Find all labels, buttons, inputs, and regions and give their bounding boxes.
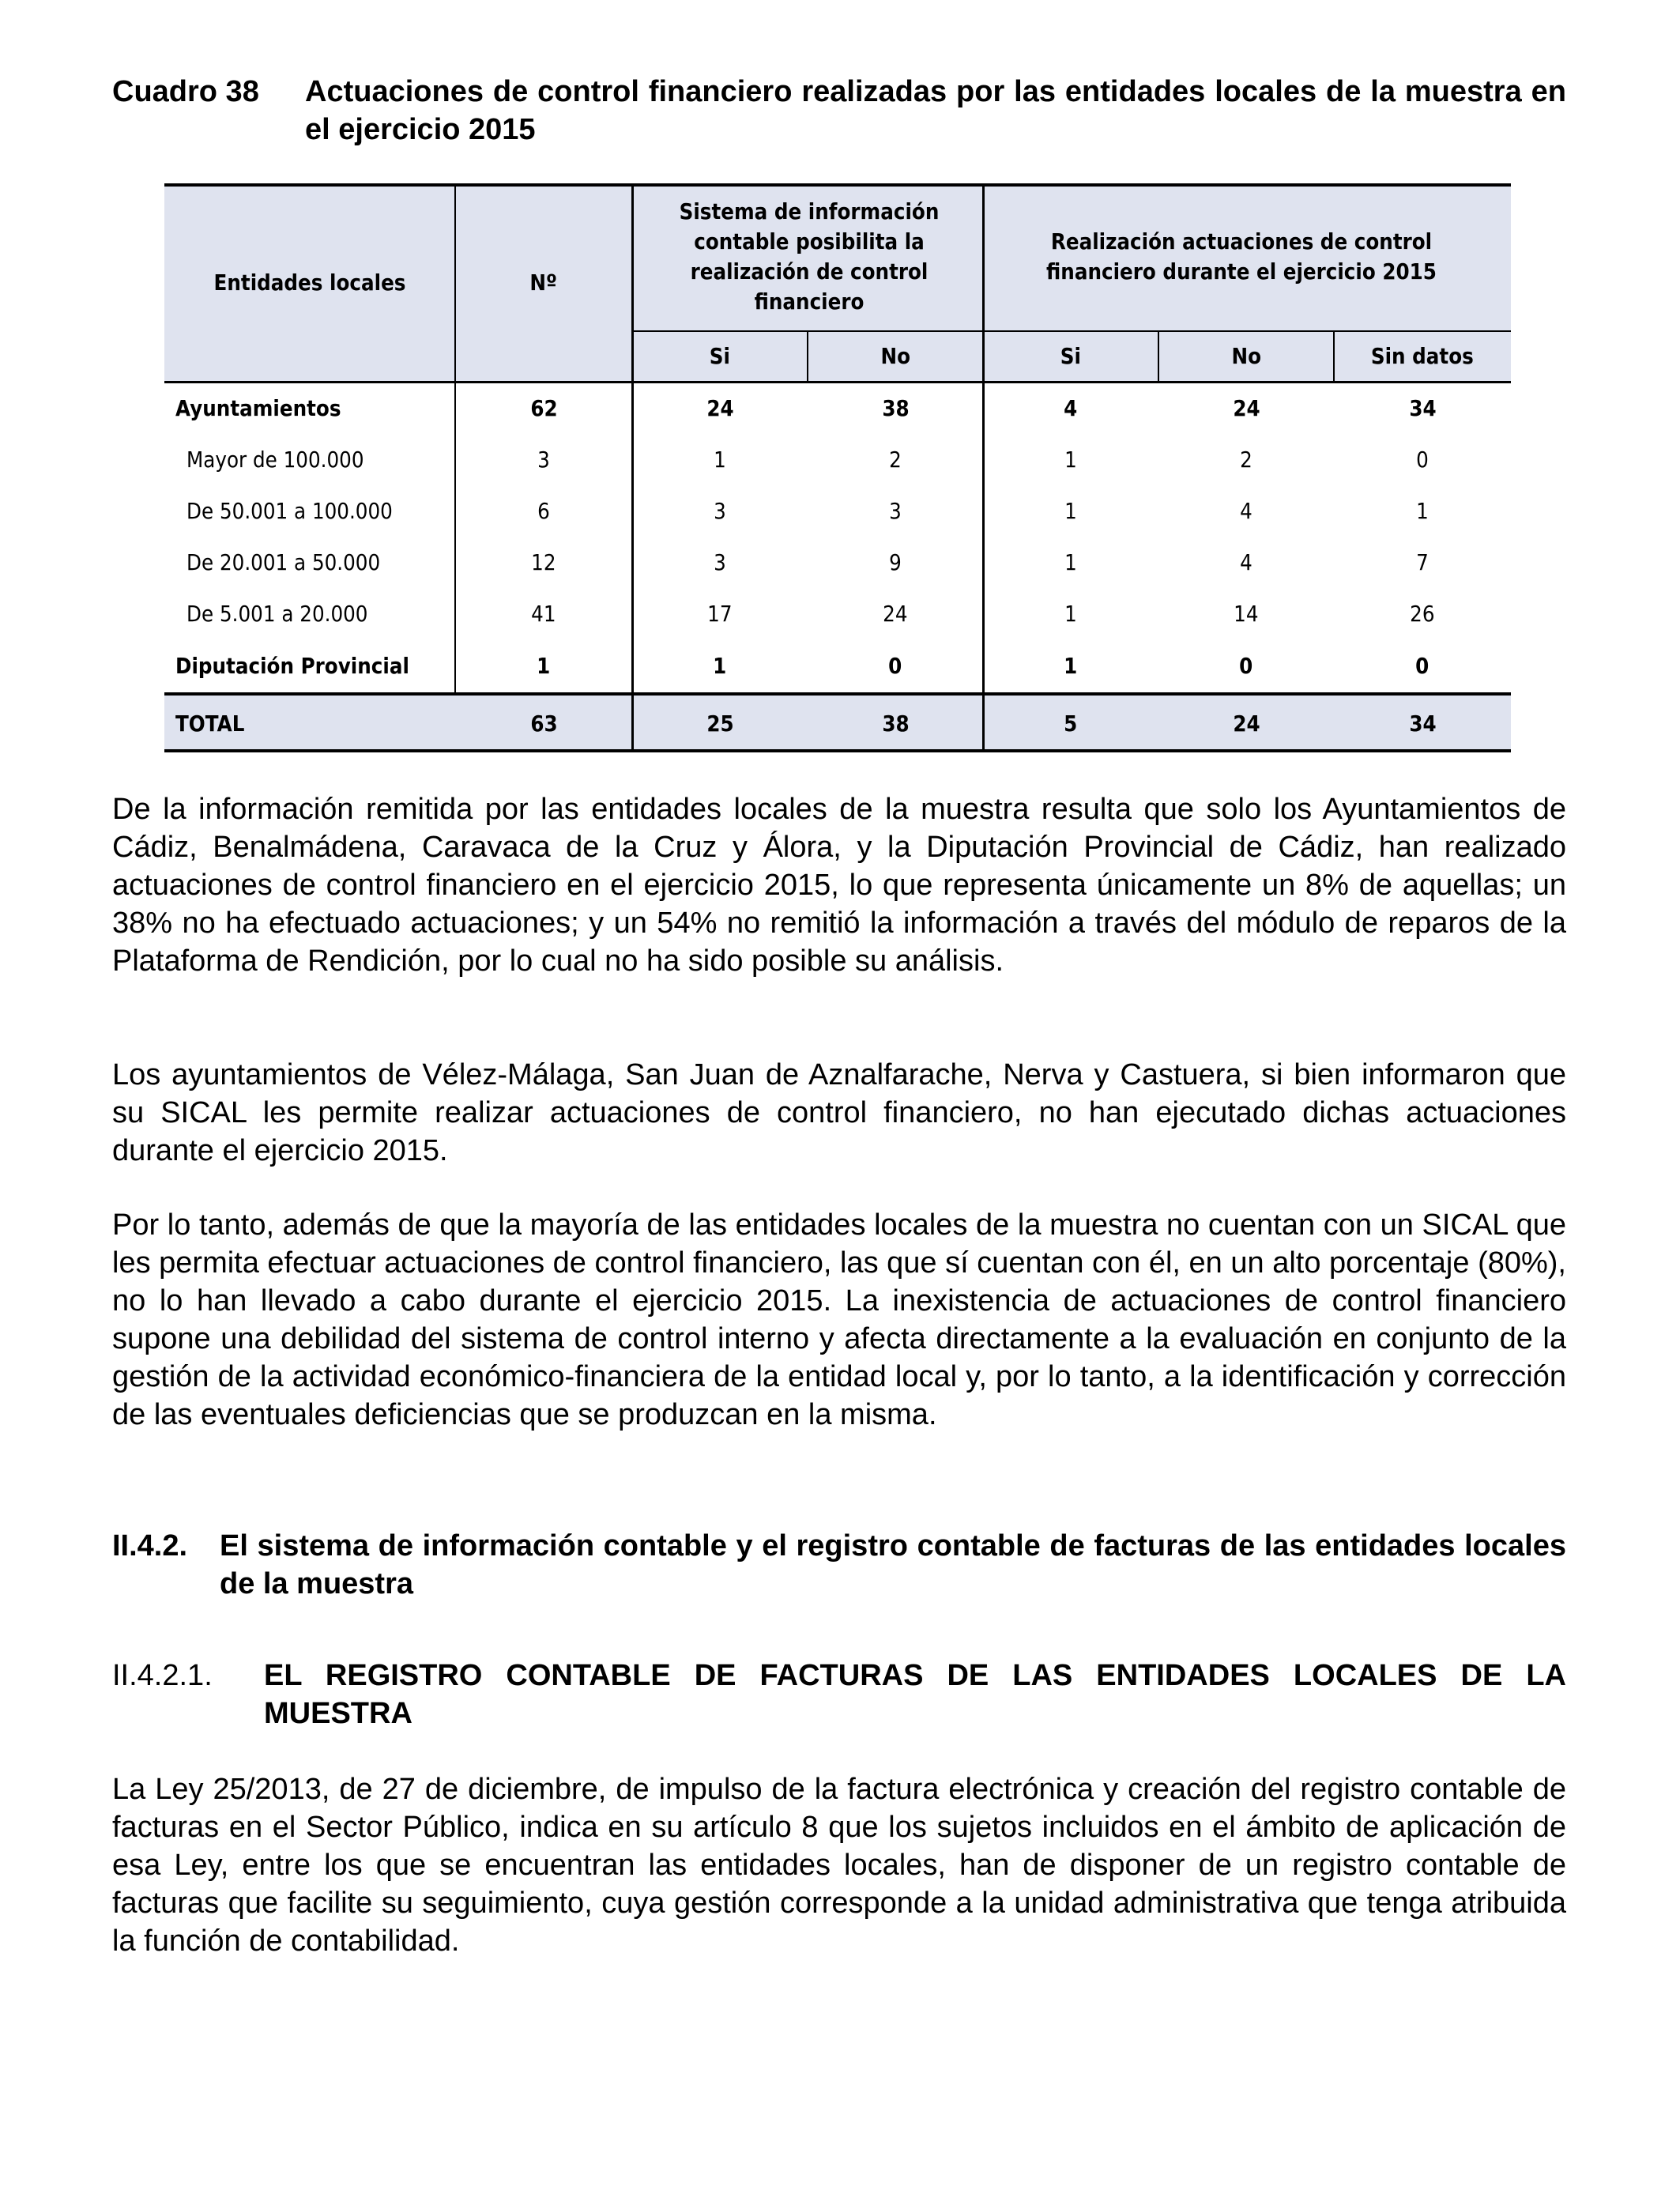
subsection-number: II.4.2.1. <box>112 1659 213 1692</box>
cell-sys-si: 3 <box>714 548 726 575</box>
cell-n: 12 <box>531 548 556 575</box>
cell-act-no: 4 <box>1240 497 1252 524</box>
col-rule <box>982 183 985 752</box>
cell-sys-si: 17 <box>707 600 733 627</box>
cell-act-no: 2 <box>1240 446 1252 473</box>
header-sistema: Sistema de información contable posibilita la realización de control financiero <box>679 198 940 315</box>
total-n: 63 <box>529 710 558 737</box>
header-act-si: Si <box>1060 343 1082 369</box>
header-act-no: No <box>1231 343 1261 369</box>
cell-act-si: 1 <box>1064 548 1077 575</box>
cell-sys-no: 3 <box>889 497 902 524</box>
cell-act-no: 4 <box>1240 548 1252 575</box>
cell-n: 62 <box>529 394 558 421</box>
cell-sys-si: 1 <box>713 652 727 679</box>
cell-act-si: 1 <box>1064 446 1077 473</box>
header-realizacion: Realización actuaciones de control financiero durante el ejercicio 2015 <box>1046 228 1437 285</box>
cell-sys-no: 24 <box>883 600 908 627</box>
cell-act-si: 4 <box>1064 394 1078 421</box>
total-top-rule <box>164 692 1511 696</box>
cell-act-si: 1 <box>1064 652 1078 679</box>
cell-sys-no: 9 <box>889 548 902 575</box>
paragraph-text: La Ley 25/2013, de 27 de diciembre, de impulso de la factura electrónica y creación del registro contable de facturas en el Sector Público, indica en su artículo 8 que los sujetos incluidos en el ámbito de aplicación de esa Ley, entre los que se encuentran las entidades locales, han de disponer de un registro contable de facturas que facilite su seguimiento, cuya gestión corresponde a la unidad administrativa que tenga atribuida la función de contabilidad. <box>112 1773 1566 1958</box>
caption-number: Cuadro 38 <box>112 75 259 108</box>
row-label: De 20.001 a 50.000 <box>186 548 381 575</box>
section-number: II.4.2. <box>112 1529 188 1563</box>
cell-sys-no: 38 <box>881 394 910 421</box>
cell-act-sd: 26 <box>1410 600 1435 627</box>
cell-n: 41 <box>531 600 556 627</box>
cell-act-sd: 1 <box>1416 497 1429 524</box>
row-label: Mayor de 100.000 <box>186 446 364 473</box>
paragraph-3 <box>112 1206 1566 1434</box>
header-entidades: Entidades locales <box>213 270 406 296</box>
cell-n: 6 <box>537 497 550 524</box>
col-rule <box>1333 330 1335 383</box>
col-rule <box>631 183 634 752</box>
cell-act-sd: 7 <box>1416 548 1429 575</box>
cell-sys-si: 3 <box>714 497 726 524</box>
section-title: El sistema de información contable y el registro contable de facturas de las entidades locales de la muestra <box>220 1529 1566 1600</box>
total-act-sd: 34 <box>1408 710 1437 737</box>
header-numero: Nº <box>529 270 558 296</box>
subheader-rule <box>632 330 1511 332</box>
cell-act-no: 14 <box>1234 600 1259 627</box>
cell-n: 3 <box>537 446 550 473</box>
total-act-no: 24 <box>1232 710 1260 737</box>
cell-sys-no: 0 <box>888 652 902 679</box>
header-act-sin-datos: Sin datos <box>1371 343 1474 369</box>
row-label: De 5.001 a 20.000 <box>186 600 368 627</box>
total-label: TOTAL <box>175 710 245 737</box>
cell-n: 1 <box>537 652 551 679</box>
cell-act-no: 0 <box>1239 652 1253 679</box>
total-act-si: 5 <box>1064 710 1078 737</box>
cell-act-no: 24 <box>1232 394 1260 421</box>
cell-sys-si: 24 <box>706 394 734 421</box>
total-sys-si: 25 <box>706 710 734 737</box>
col-rule <box>454 183 456 692</box>
row-label: Diputación Provincial <box>175 652 409 679</box>
table-bottom-rule <box>164 749 1511 752</box>
cell-sys-no: 2 <box>889 446 902 473</box>
paragraph-4 <box>112 1770 1566 1960</box>
total-sys-no: 38 <box>881 710 910 737</box>
subsection-title: EL REGISTRO CONTABLE DE FACTURAS DE LAS ENTIDADES LOCALES DE LA MUESTRA <box>264 1659 1566 1730</box>
paragraph-text: Los ayuntamientos de Vélez-Málaga, San Juan de Aznalfarache, Nerva y Castuera, si bien informaron que su SICAL les permite realizar actuaciones de control financiero, no han ejecutado dichas actuaciones durante el ejercicio 2015. <box>112 1058 1566 1167</box>
row-label: Ayuntamientos <box>175 394 341 421</box>
cell-act-sd: 34 <box>1408 394 1437 421</box>
col-rule <box>807 330 808 383</box>
cell-act-sd: 0 <box>1415 652 1430 679</box>
control-financiero-table <box>164 183 1511 752</box>
cell-act-si: 1 <box>1064 600 1077 627</box>
table-top-rule <box>164 183 1511 187</box>
caption-title: Actuaciones de control financiero realizadas por las entidades locales de la muestra en el ejercicio 2015 <box>305 75 1566 146</box>
paragraph-1 <box>112 790 1566 980</box>
header-sys-no: No <box>880 343 910 369</box>
cell-sys-si: 1 <box>714 446 726 473</box>
paragraph-2 <box>112 1056 1566 1170</box>
cell-act-si: 1 <box>1064 497 1077 524</box>
cell-act-sd: 0 <box>1416 446 1429 473</box>
col-rule <box>1158 330 1159 383</box>
header-sys-si: Si <box>709 343 731 369</box>
paragraph-text: Por lo tanto, además de que la mayoría de las entidades locales de la muestra no cuentan con un SICAL que les permita efectuar actuaciones de control financiero, las que sí cuentan con él, en un alto porcentaje (80%), no lo han llevado a cabo durante el ejercicio 2015. La inexistencia de actuaciones de control financiero supone una debilidad del sistema de control interno y afecta directamente a la evaluación en conjunto de la gestión de la actividad económico-financiera de la entidad local y, por lo tanto, a la identificación y corrección de las eventuales deficiencias que se produzcan en la misma. <box>112 1208 1566 1431</box>
paragraph-text: De la información remitida por las entidades locales de la muestra resulta que solo los Ayuntamientos de Cádiz, Benalmádena, Caravaca de la Cruz y Álora, y la Diputación Provincial de Cádiz, han realizado actuaciones de control financiero en el ejercicio 2015, lo que representa únicamente un 8% de aquellas; un 38% no ha efectuado actuaciones; y un 54% no remitió la información a través del módulo de reparos de la Plataforma de Rendición, por lo cual no ha sido posible su análisis. <box>112 793 1566 978</box>
header-bottom-rule <box>164 381 1511 383</box>
row-label: De 50.001 a 100.000 <box>186 497 393 524</box>
